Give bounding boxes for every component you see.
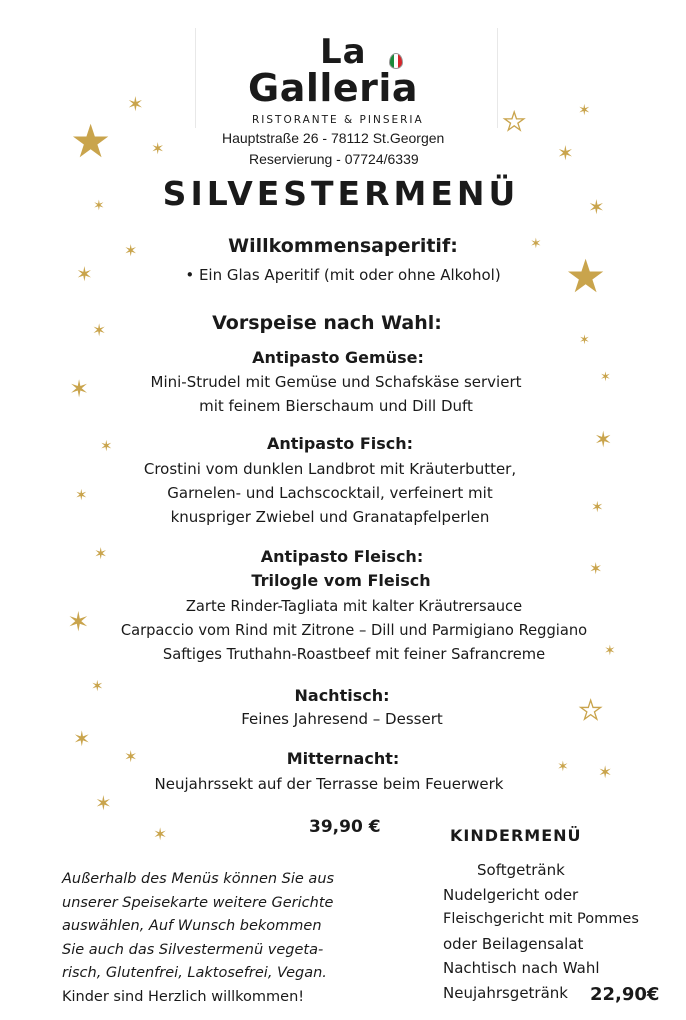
fish-description (0, 457, 686, 529)
note-line: Außerhalb des Menüs können Sie aus (62, 871, 335, 887)
meat-line: Saftiges Truthahn-Roastbeef mit feiner Safrancreme (162, 646, 546, 663)
star-icon: ✶ (69, 375, 90, 403)
star-icon: ✶ (92, 321, 107, 341)
star-icon: ✶ (591, 498, 604, 516)
info-note (62, 868, 334, 986)
fish-line: knuspriger Zwiebel und Granatapfelperlen (170, 508, 490, 526)
kids-price: 22,90€ (590, 984, 660, 1005)
logo-galleria: Galleria (248, 66, 419, 110)
star-icon: ✶ (76, 262, 93, 286)
address: Hauptstraße 26 - 78112 St.Georgen (222, 130, 445, 146)
logo-la: La (320, 32, 367, 72)
star-icon: ✶ (588, 195, 605, 219)
aperitif-heading: Willkommensaperitif: (228, 235, 458, 257)
meat-line: Carpaccio vom Rind mit Zitrone – Dill und Parmigiano Reggiano (120, 622, 588, 639)
star-outline-icon: ★ (503, 107, 526, 136)
kids-item: oder Beilagensalat (443, 935, 584, 953)
kids-item: Nachtisch nach Wahl (443, 959, 600, 977)
veg-line: mit feinem Bierschaum und Dill Duft (199, 397, 473, 415)
star-icon: ✶ (124, 241, 138, 260)
star-icon: ✶ (594, 428, 613, 453)
star-icon: ✶ (598, 763, 613, 783)
star-icon: ✶ (94, 544, 108, 563)
star-icon: ✶ (578, 101, 591, 119)
kids-item: Nudelgericht oder (443, 886, 579, 904)
star-icon: ✶ (95, 791, 112, 815)
fish-line: Garnelen- und Lachscocktail, verfeinert mit (167, 484, 493, 502)
note-line: risch, Glutenfrei, Laktosefrei, Vegan. (62, 965, 327, 981)
veg-title: Antipasto Gemüse: (252, 348, 424, 367)
star-icon: ✶ (530, 236, 542, 252)
meat-title: Antipasto Fleisch: (260, 547, 424, 566)
star-icon: ★ (565, 249, 607, 303)
star-icon: ✶ (151, 139, 165, 158)
veg-description (0, 370, 686, 418)
starter-heading: Vorspeise nach Wahl: (212, 312, 442, 334)
header-divider-right (497, 28, 498, 128)
dessert-item: Feines Jahresend – Dessert (241, 710, 443, 728)
star-icon: ✶ (73, 727, 91, 751)
meat-description (22, 595, 686, 667)
note-line: Sie auch das Silvestermenü vegeta- (62, 941, 324, 958)
meat-subtitle: Trilogle vom Fleisch (251, 571, 431, 590)
aperitif-item: • Ein Glas Aperitif (mit oder ohne Alkohol) (185, 266, 501, 284)
star-icon: ✶ (604, 643, 616, 659)
star-icon: ✶ (557, 141, 574, 165)
kids-item: Neujahrsgetränk (443, 984, 568, 1002)
dessert-heading: Nachtisch: (294, 686, 390, 705)
veg-line: Mini-Strudel mit Gemüse und Schafskäse serviert (150, 373, 522, 391)
meat-line: Zarte Rinder-Tagliata mit kalter Kräutrersauce (185, 598, 523, 615)
star-icon: ✶ (93, 198, 105, 214)
menu-price: 39,90 € (309, 817, 381, 837)
midnight-item: Neujahrssekt auf der Terrasse beim Feuerwerk (154, 775, 504, 793)
star-icon: ✶ (153, 825, 168, 845)
star-icon: ✶ (557, 759, 569, 775)
star-icon: ✶ (589, 559, 603, 578)
kids-welcome: Kinder sind Herzlich willkommen! (62, 989, 305, 1005)
kids-item: Softgetränk (477, 861, 565, 879)
kids-item: Fleischgericht mit Pommes (443, 911, 639, 927)
star-icon: ✶ (579, 333, 590, 348)
fish-title: Antipasto Fisch: (266, 434, 414, 453)
star-icon: ✶ (100, 437, 113, 455)
page-title: SILVESTERMENÜ (162, 174, 520, 213)
star-icon: ✶ (91, 677, 104, 695)
star-icon: ★ (70, 114, 112, 168)
star-outline-icon: ★ (579, 696, 603, 726)
star-icon: ✶ (75, 486, 88, 504)
midnight-heading: Mitternacht: (286, 749, 400, 768)
star-icon: ✶ (127, 92, 144, 116)
star-icon: ✶ (67, 607, 90, 638)
fish-line: Crostini vom dunklen Landbrot mit Kräuterbutter, (143, 460, 517, 478)
header-divider-left (195, 28, 196, 128)
reservation-phone: Reservierung - 07724/6339 (249, 151, 419, 167)
note-line: unserer Speisekarte weitere Gerichte (62, 894, 334, 911)
note-line: auswählen, Auf Wunsch bekommen (62, 918, 322, 934)
star-icon: ✶ (124, 747, 138, 766)
logo-subtitle: RISTORANTE & PINSERIA (252, 114, 424, 126)
star-icon: ✶ (600, 370, 611, 385)
kids-menu-title: KINDERMENÜ (450, 826, 582, 845)
